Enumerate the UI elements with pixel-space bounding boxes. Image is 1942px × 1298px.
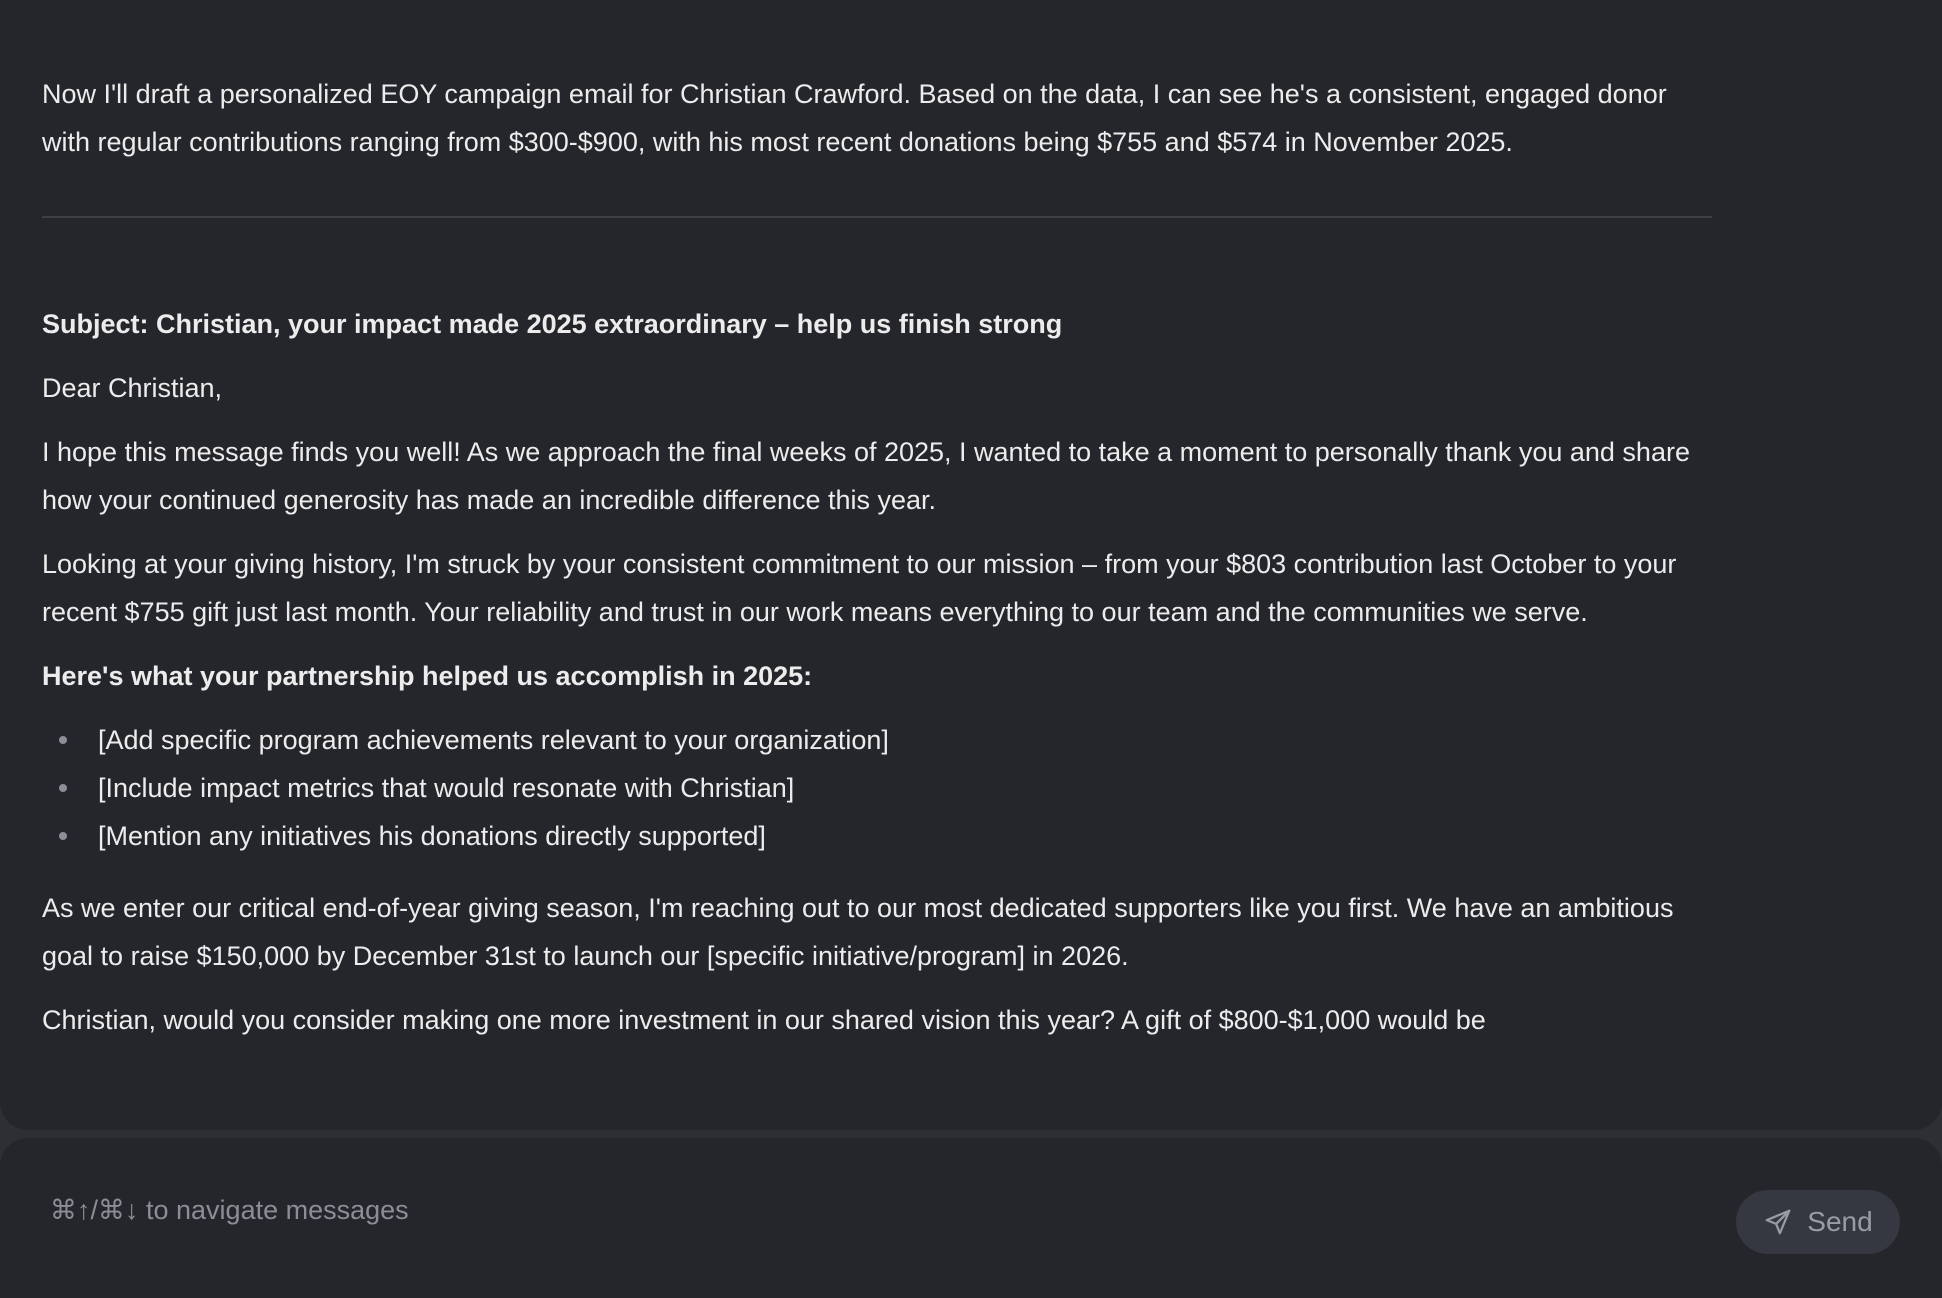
email-greeting: Dear Christian, [42, 373, 223, 403]
email-paragraph-2: Looking at your giving history, I'm struck by your consistent commitment to our mission – from your $803 contribution last October to your recent $755 gift just last month. Your reliability and trust in our work means everything to our team and the communities we serve. [42, 549, 1677, 627]
email-subject: Subject: Christian, your impact made 2025 extraordinary – help us finish strong [42, 309, 1063, 339]
accomplishments-list [42, 716, 1712, 860]
email-paragraph-3: As we enter our critical end-of-year giving season, I'm reaching out to our most dedicated supporters like you first. We have an ambitious goal to raise $150,000 by December 31st to launch our [specific initiative/program] in 2026. [42, 893, 1674, 971]
send-icon [1763, 1207, 1793, 1237]
send-label: Send [1807, 1206, 1873, 1237]
list-item-text: [Mention any initiatives his donations directly supported] [98, 821, 766, 851]
intro-paragraph: Now I'll draft a personalized EOY campaign email for Christian Crawford. Based on the data, I can see he's a consistent, engaged donor with regular contributions ranging from $300-$900, with his most recent donations being $755 and $574 in November 2025. [42, 79, 1667, 157]
email-paragraph-1: I hope this message finds you well! As we approach the final weeks of 2025, I wanted to take a moment to personally thank you and share how your continued generosity has made an incredible difference this year. [42, 437, 1690, 515]
accomplishments-heading: Here's what your partnership helped us accomplish in 2025: [42, 661, 813, 691]
list-item [42, 764, 1712, 812]
bullet-icon [59, 736, 67, 744]
list-item [42, 812, 1712, 860]
list-item-text: [Add specific program achievements relevant to your organization] [98, 725, 889, 755]
send-button[interactable] [1736, 1190, 1900, 1254]
message-composer[interactable] [0, 1138, 1942, 1298]
divider [42, 216, 1712, 218]
bullet-icon [59, 784, 67, 792]
list-item-text: [Include impact metrics that would resonate with Christian] [98, 773, 795, 803]
email-paragraph-4: Christian, would you consider making one more investment in our shared vision this year? A gift of $800-$1,000 would be [42, 1005, 1486, 1035]
list-item [42, 716, 1712, 764]
composer-placeholder[interactable]: ⌘↑/⌘↓ to navigate messages [50, 1195, 409, 1225]
assistant-message [42, 70, 1712, 1056]
bullet-icon [59, 832, 67, 840]
